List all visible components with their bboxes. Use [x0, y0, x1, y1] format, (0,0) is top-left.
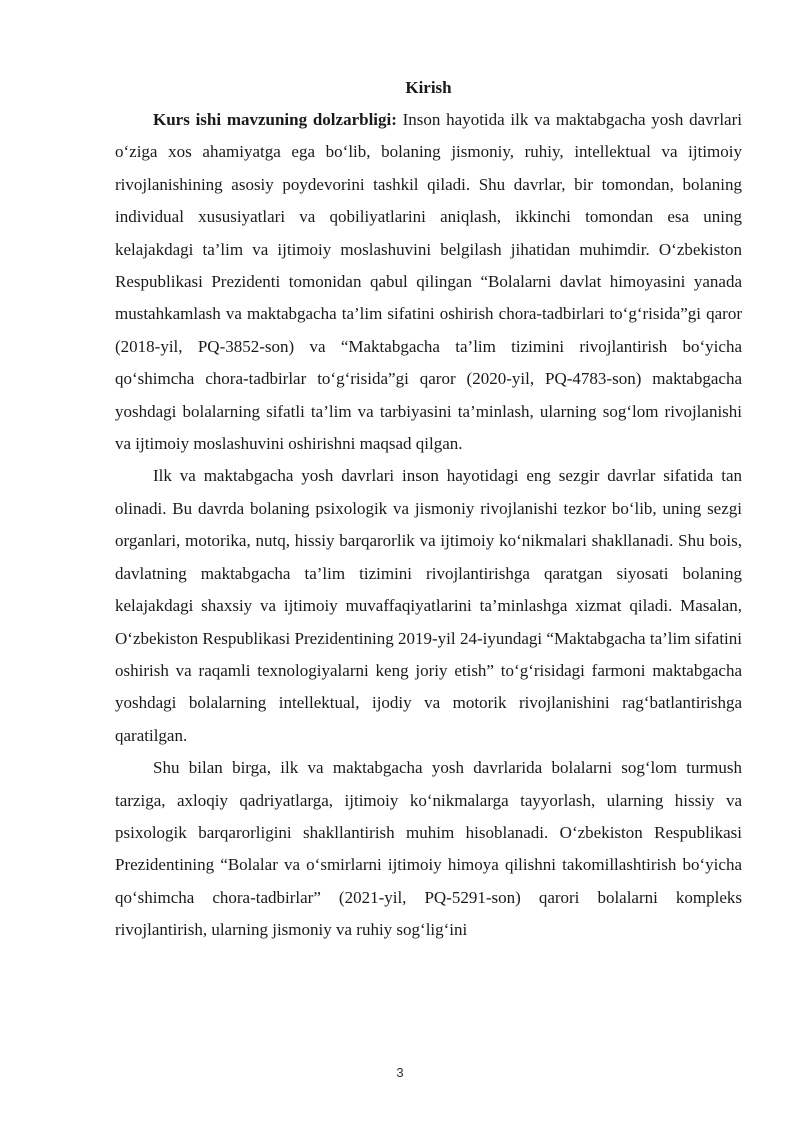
paragraph-text: Inson hayotida ilk va maktabgacha yosh davrlari o‘ziga xos ahamiyatga ega bo‘lib, bolaning jismoniy, ruhiy, intellektual va ijtimoiy rivojlanishining asosiy poydevorini tashkil qiladi. Shu davrlar, bir tomondan, bolaning individual xususiyatlari va qobiliyatlarini aniqlash, ikkinchi tomondan esa uning kelajakdagi ta’lim va ijtimoiy moslashuvini belgilash jihatidan muhimdir. O‘zbekiston Respublikasi Prezidenti tomonidan qabul qilingan “Bolalarni davlat himoyasini yanada mustahkamlash va maktabgacha ta’lim sifatini oshirish chora-tadbirlari to‘g‘risida”gi qaror (2018-yil, PQ-3852-son) va “Maktabgacha ta’lim tizimini rivojlantirish bo‘yicha qo‘shimcha chora-tadbirlar to‘g‘risida”gi qaror (2020-yil, PQ-4783-son) maktabgacha yoshdagi bolalarning sifatli ta’lim va tarbiyasini ta’minlash, ularning sog‘lom rivojlanishi va ijtimoiy moslashuvini oshirishni maqsad qilgan. — [115, 110, 742, 454]
paragraph-sensitive-periods: Ilk va maktabgacha yosh davrlari inson hayotidagi eng sezgir davrlar sifatida tan olinadi. Bu davrda bolaning psixologik va jismoniy rivojlanishi tezkor bo‘lib, uning sezgi organlari, motorika, nutq, hissiy barqarorlik va ijtimoiy ko‘nikmalari shakllanadi. Shu bois, davlatning maktabgacha ta’lim tizimini rivojlantirishga qaratgan siyosati bolaning kelajakdagi shaxsiy va ijtimoiy muvaffaqiyatlarini ta’minlashga xizmat qiladi. Masalan, O‘zbekiston Respublikasi Prezidentining 2019-yil 24-iyundagi “Maktabgacha ta’lim sifatini oshirish va raqamli texnologiyalarni keng joriy etish” to‘g‘risidagi farmoni maktabgacha yoshdagi bolalarning intellektual, ijodiy va motorik rivojlanishini rag‘batlantirishga qaratilgan. — [115, 466, 742, 745]
section-title: Kirish — [405, 78, 452, 97]
paragraph-healthy-lifestyle: Shu bilan birga, ilk va maktabgacha yosh davrlarida bolalarni sog‘lom turmush tarziga, axloqiy qadriyatlarga, ijtimoiy ko‘nikmalarga tayyorlash, ularning hissiy va psixologik barqarorligini shakllantirish muhim hisoblanadi. O‘zbekiston Respublikasi Prezidentining “Bolalar va o‘smirlarni ijtimoiy himoya qilishni takomillashtirish bo‘yicha qo‘shimcha chora-tadbirlar” (2021-yil, PQ-5291-son) qarori bolalarni kompleks rivojlantirish, ularning jismoniy va ruhiy sog‘lig‘ini — [115, 758, 742, 940]
paragraph-lead: Kurs ishi mavzuning dolzarbligi: — [153, 110, 397, 129]
paragraph-relevance — [115, 104, 742, 460]
page-number: 3 — [396, 1065, 404, 1080]
page-body — [115, 72, 742, 947]
